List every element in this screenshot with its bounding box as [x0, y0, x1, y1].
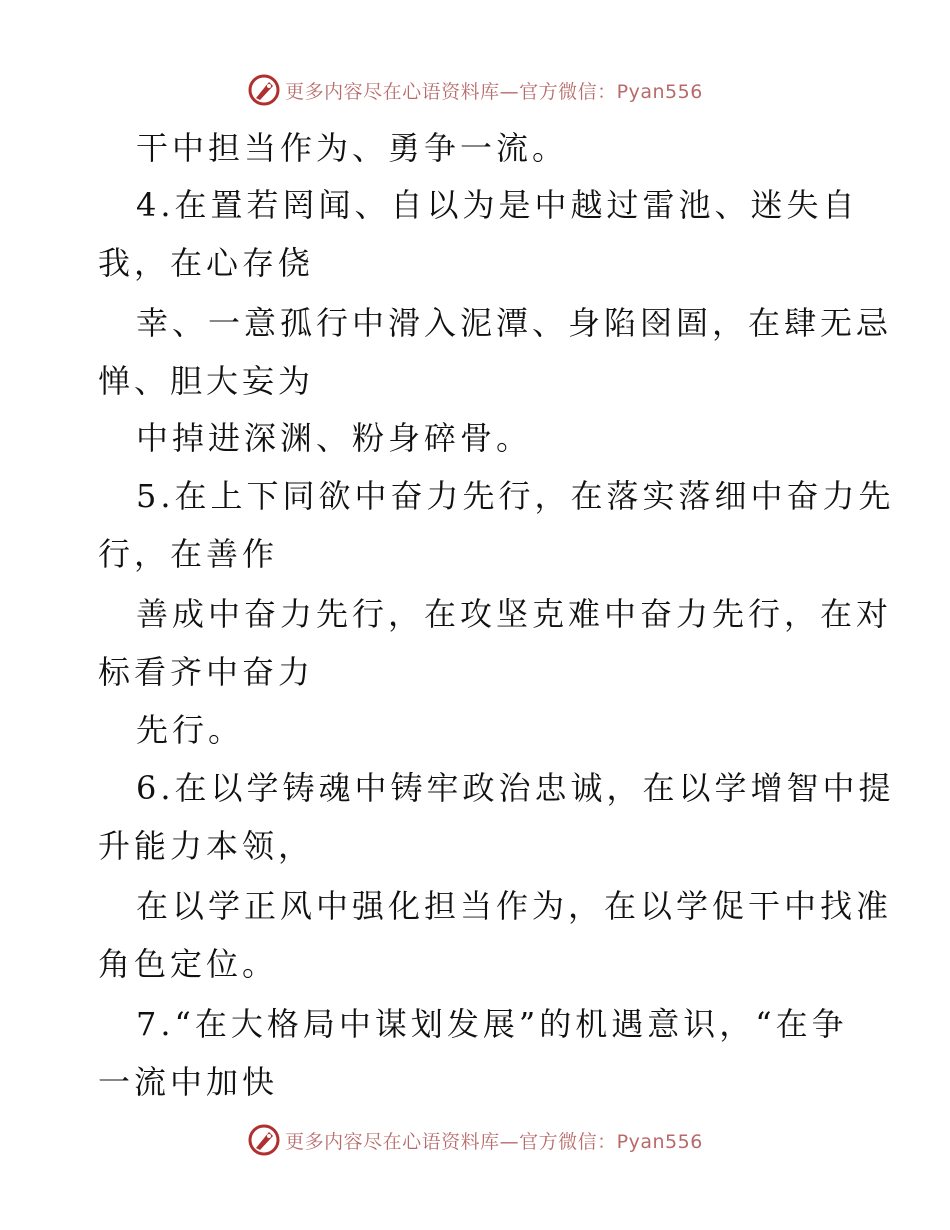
- text-line: 标看齐中奋力: [98, 653, 315, 691]
- text-line: 在以学正风中强化担当作为，在以学促干中找准: [136, 887, 893, 925]
- text-line: 善成中奋力先行，在攻坚克难中奋力先行，在对: [136, 595, 893, 633]
- text-line: 先行。: [136, 711, 245, 749]
- text-line: 6.在以学铸魂中铸牢政治忠诚，在以学增智中提: [136, 769, 895, 807]
- text-line: 7.“在大格局中谋划发展”的机遇意识，“在争: [136, 1005, 848, 1043]
- pen-nib-logo-icon: [247, 1123, 281, 1157]
- header-watermark: [0, 70, 950, 110]
- text-line: 角色定位。: [98, 945, 279, 983]
- watermark-text: 更多内容尽在心语资料库—官方微信：Pyan556: [285, 1130, 703, 1153]
- watermark-text: 更多内容尽在心语资料库—官方微信：Pyan556: [285, 80, 703, 103]
- text-line: 中掉进深渊、粉身碎骨。: [136, 419, 533, 457]
- text-line: 5.在上下同欲中奋力先行，在落实落细中奋力先: [136, 477, 895, 515]
- text-line: 行，在善作: [98, 535, 279, 573]
- text-line: 4.在置若罔闻、自以为是中越过雷池、迷失自: [136, 186, 859, 224]
- pen-nib-logo-icon: [247, 73, 281, 107]
- text-line: 惮、胆大妄为: [98, 362, 315, 400]
- text-line: 一流中加快: [98, 1063, 279, 1101]
- text-line: 幸、一意孤行中滑入泥潭、身陷囹圄，在肆无忌: [136, 304, 893, 342]
- text-line: 我，在心存侥: [98, 244, 315, 282]
- text-line: 干中担当作为、勇争一流。: [136, 129, 569, 167]
- footer-watermark: [0, 1120, 950, 1160]
- text-line: 升能力本领，: [98, 827, 315, 865]
